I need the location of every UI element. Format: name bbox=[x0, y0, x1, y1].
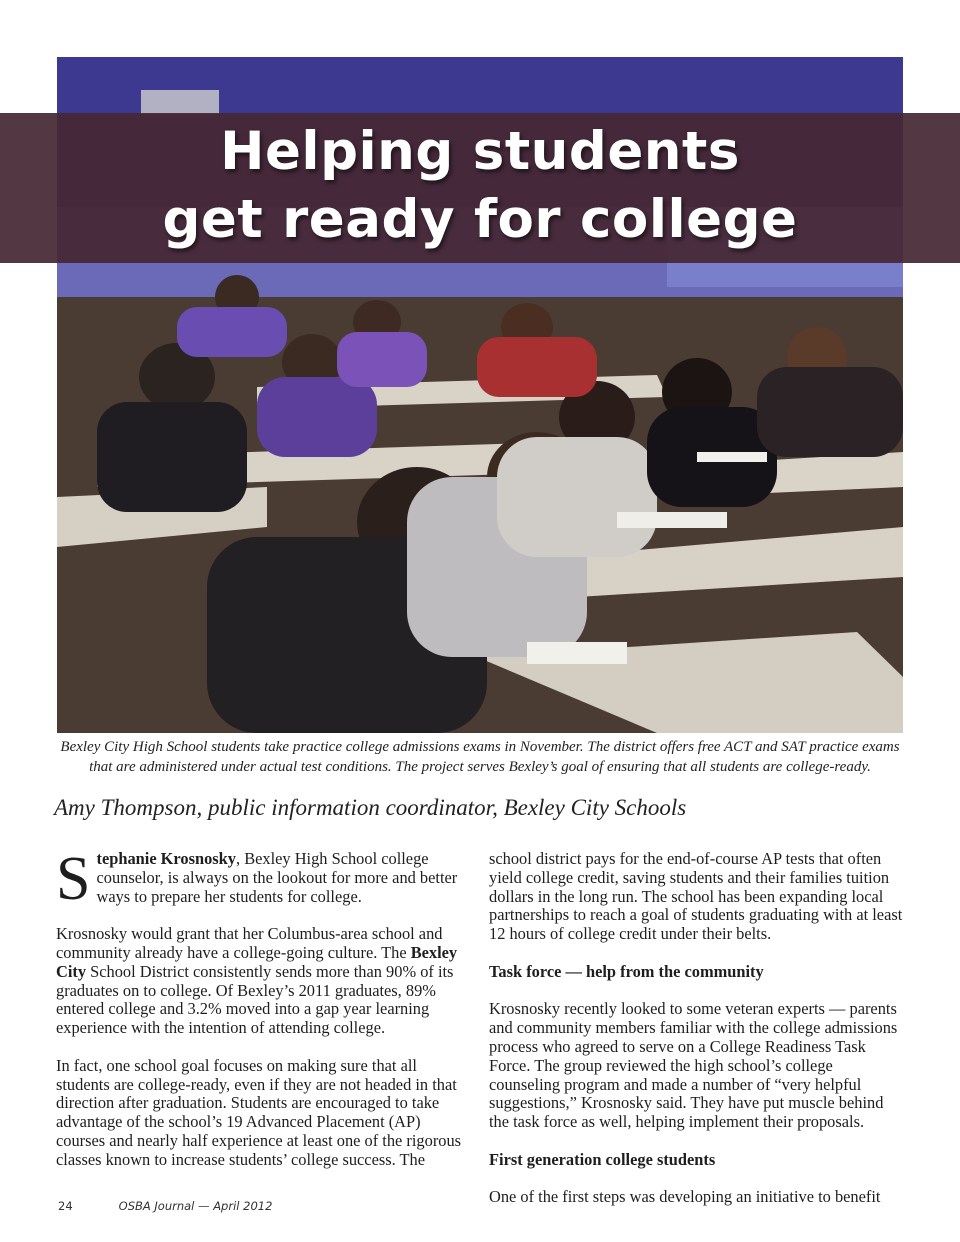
photo-caption: Bexley City High School students take practice college admissions exams in November. The district offers free ACT and SAT practice exams that are administered under actual test conditions. The project serves Bexley’s goal of ensuring that all students are college-ready. bbox=[60, 739, 900, 775]
journal-name: OSBA Journal — April 2012 bbox=[118, 1199, 273, 1213]
paragraph-5: Krosnosky recently looked to some veteran experts — parents and community members familiar with the college admissions process who agreed to serve on a College Readiness Task Force. The group reviewed the high school’s college counseling program and made a number of “very helpful suggestions,” Krosnosky said. They have put muscle behind the task force as well, helping implement their proposals. bbox=[489, 999, 898, 1132]
article-column-left bbox=[56, 845, 468, 1188]
lead-name: tephanie Krosnosky bbox=[96, 849, 236, 868]
paragraph-2-text-a: Krosnosky would grant that her Columbus-area school and community already have a college-going culture. The bbox=[56, 924, 443, 962]
title-line-1: Helping students bbox=[220, 121, 740, 182]
byline: Amy Thompson, public information coordinator, Bexley City Schools bbox=[54, 795, 687, 820]
paragraph-6: One of the first steps was developing an initiative to benefit bbox=[489, 1187, 881, 1207]
page-footer bbox=[58, 1199, 558, 1213]
paragraph-2-text-b: School District consistently sends more than 90% of its graduates on to college. Of Bexley’s 2011 graduates, 89% entered college and 3.2% moved into a gap year learning experience with the intention of attending college. bbox=[56, 961, 454, 1038]
paragraph-1-text: , Bexley High School college counselor, is always on the lookout for more and better ways to prepare her students for college. bbox=[96, 849, 458, 906]
page-title bbox=[0, 118, 960, 254]
paragraph-2 bbox=[56, 925, 468, 1038]
drop-cap: S bbox=[56, 845, 91, 913]
article-column-right bbox=[489, 850, 907, 1226]
page-number: 24 bbox=[58, 1199, 73, 1213]
subhead-first-generation: First generation college students bbox=[489, 1149, 716, 1169]
paragraph-1 bbox=[56, 845, 468, 913]
district-name: Bexley City bbox=[56, 942, 458, 981]
paragraph-4: school district pays for the end-of-course AP tests that often yield college credit, saving students and their families tuition dollars in the long run. The school has been expanding local partnerships to reach a goal of students graduating with at least 12 hours of college credit under their belts. bbox=[489, 849, 903, 944]
subhead-task-force: Task force — help from the community bbox=[489, 961, 764, 981]
title-line-2: get ready for college bbox=[162, 189, 798, 250]
paragraph-3: In fact, one school goal focuses on making sure that all students are college-ready, even if they are not headed in that direction after graduation. Students are encouraged to take advantage of the school’s 19 Advanced Placement (AP) courses and nearly half experience at least one of the rigorous classes known to increase students’ college success. The bbox=[56, 1055, 462, 1169]
